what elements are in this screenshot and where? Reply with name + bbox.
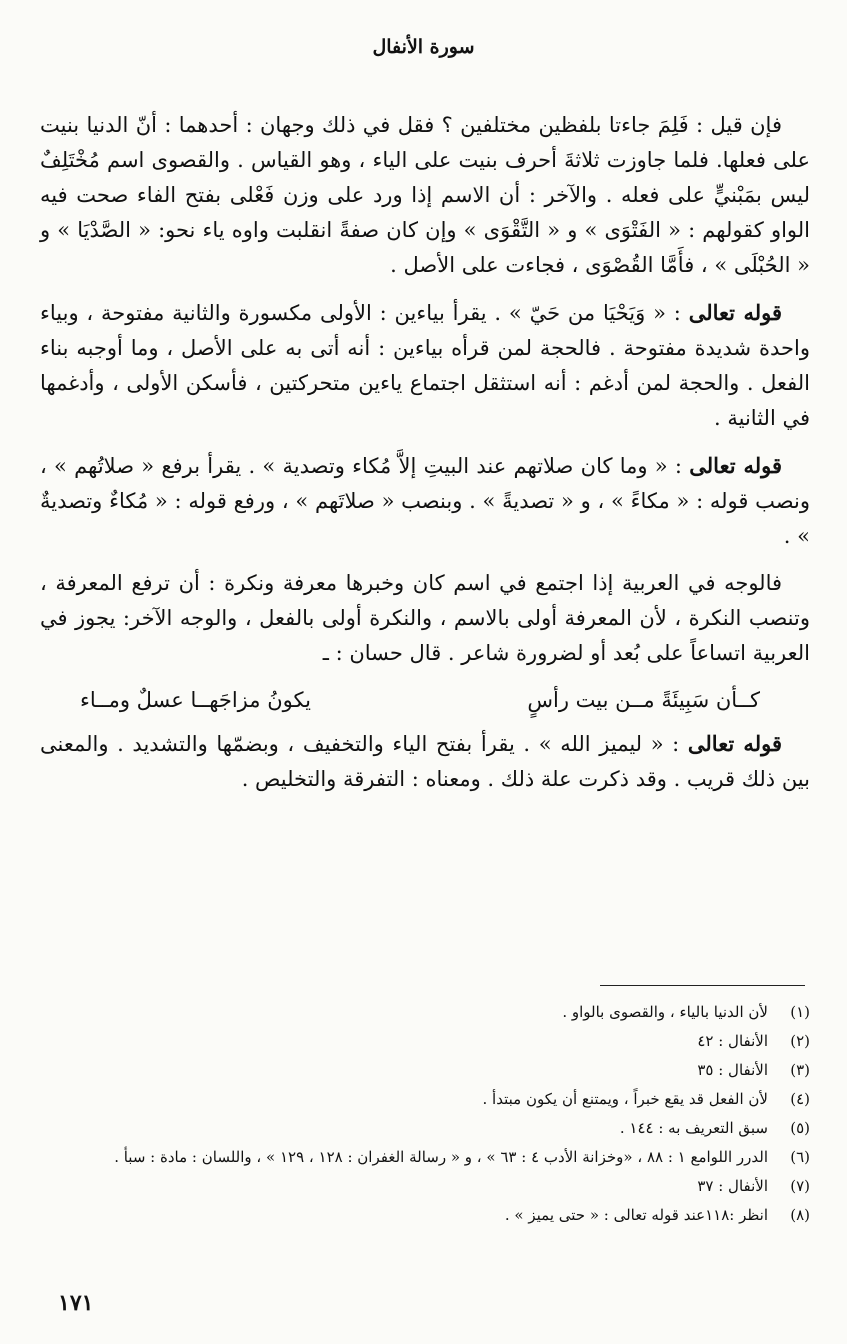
footnote-number: (٤) [790,1090,810,1108]
footnote-number: (٣) [790,1061,810,1079]
keyword-label: قوله تعالى [689,453,782,478]
footnote-text: انظر :١١٨عند قوله تعالى : « حتى يميز » . [504,1206,768,1224]
paragraph-3-text: : « وما كان صلاتهم عند البيتِ إلاَّ مُكاء وتصدية » . يقرأ برفع « صلاتُهم » ، ونصب قوله : « مكاءً » ، و « تصديةً » . وبنصب « صلاتَهم » ، ورفع قوله : « مُكاءٌ وتصديةٌ » . [40,454,810,548]
footnote-number: (٦) [790,1148,810,1166]
verse-second-hemistich: يكونُ مزاجَهــا عسلٌ ومــاء [80,688,311,712]
paragraph-3 [40,448,810,554]
footnote-text: الأنفال : ٤٢ [697,1032,768,1050]
paragraph-5 [40,726,810,797]
poetry-verse [40,683,810,718]
footnote-text: لأن الدنيا بالياء ، والقصوى بالواو . [562,1003,768,1021]
footnote-item [40,1201,810,1230]
footnote-text: سبق التعريف به : ١٤٤ . [619,1119,768,1137]
footnote-item [40,1143,810,1172]
keyword-label: قوله تعالى [687,731,782,756]
paragraph-4: فالوجه في العربية إذا اجتمع في اسم كان وخبرها معرفة ونكرة : أن ترفع المعرفة ، وتنصب النكرة ، لأن المعرفة أولى بالاسم ، والنكرة أولى بالفعل ، والوجه الآخر: يجوز في العربية اتساعاً على بُعد أو لضرورة شاعر . قال حسان : ـ [40,571,810,665]
footnote-item [40,1114,810,1143]
footnote-text: الأنفال : ٣٥ [697,1061,768,1079]
footnote-item [40,1027,810,1056]
paragraph-5-text: : « ليميز الله » . يقرأ بفتح الياء والتخفيف ، وبضمّها والتشديد . والمعنى بين ذلك قريب . وقد ذكرت علة ذلك . ومعناه : التفرقة والتخليص . [40,732,810,791]
paragraph-2 [40,295,810,436]
footnote-number: (٥) [790,1119,810,1137]
footnote-number: (١) [790,1003,810,1021]
footnote-text: لأن الفعل قد يقع خبراً ، ويمتنع أن يكون مبتدأ . [482,1090,768,1108]
keyword-label: قوله تعالى [688,300,782,325]
verse-first-hemistich: كــأن سَبِيئَةً مــن بيت رأسٍ [527,688,760,712]
page-number: ١٧١ [58,1290,94,1316]
footnote-text: الدرر اللوامع ١ : ٨٨ ، «وخزانة الأدب ٤ : ٦٣ » ، و « رسالة الغفران : ١٢٨ ، ١٢٩ » ، واللسان : مادة : سبأ . [114,1148,768,1166]
footnote-number: (٨) [790,1206,810,1224]
main-text [40,108,810,809]
paragraph-2-text: : « وَيَحْيَا من حَيّ » . يقرأ بياءين : الأولى مكسورة والثانية مفتوحة ، وبياء واحدة شديدة مفتوحة . فالحجة لمن قرأه بياءين : أنه أتى به على الأصل ، وما أوجبه بناء الفعل . والحجة لمن أدغم : أنه استثقل اجتماع ياءين متحركتين ، فأسكن الأولى ، وأدغمها في الثانية . [40,301,810,430]
footnote-item [40,998,810,1027]
footnote-number: (٢) [790,1032,810,1050]
page-title: سورة الأنفال [372,36,475,58]
footnotes [40,998,810,1230]
footnote-divider [600,985,805,986]
footnote-item [40,1056,810,1085]
footnote-item [40,1172,810,1201]
footnote-number: (٧) [790,1177,810,1195]
footnote-item [40,1085,810,1114]
paragraph-1: فإن قيل : فَلِمَ جاءتا بلفظين مختلفين ؟ فقل في ذلك وجهان : أحدهما : أنّ الدنيا بنيت على فعلها. فلما جاوزت ثلاثةَ أحرف بنيت على الياء ، وهو القياس . والقصوى اسم مُخْتَلِفٌ ليس بمَبْنيٍّ على فعله . والآخر : أن الاسم إذا ورد على وزن فَعْلى بفتح الفاء صحت فيه الواو كقولهم : « الفَتْوَى » و « التَّقْوَى » وإن كان صفةً انقلبت واوه ياء نحو: « الصَّدْيَا » و « الحُبْلَى » ، فأَمَّا القُصْوَى ، فجاءت على الأصل . [40,113,810,277]
footnote-text: الأنفال : ٣٧ [697,1177,768,1195]
